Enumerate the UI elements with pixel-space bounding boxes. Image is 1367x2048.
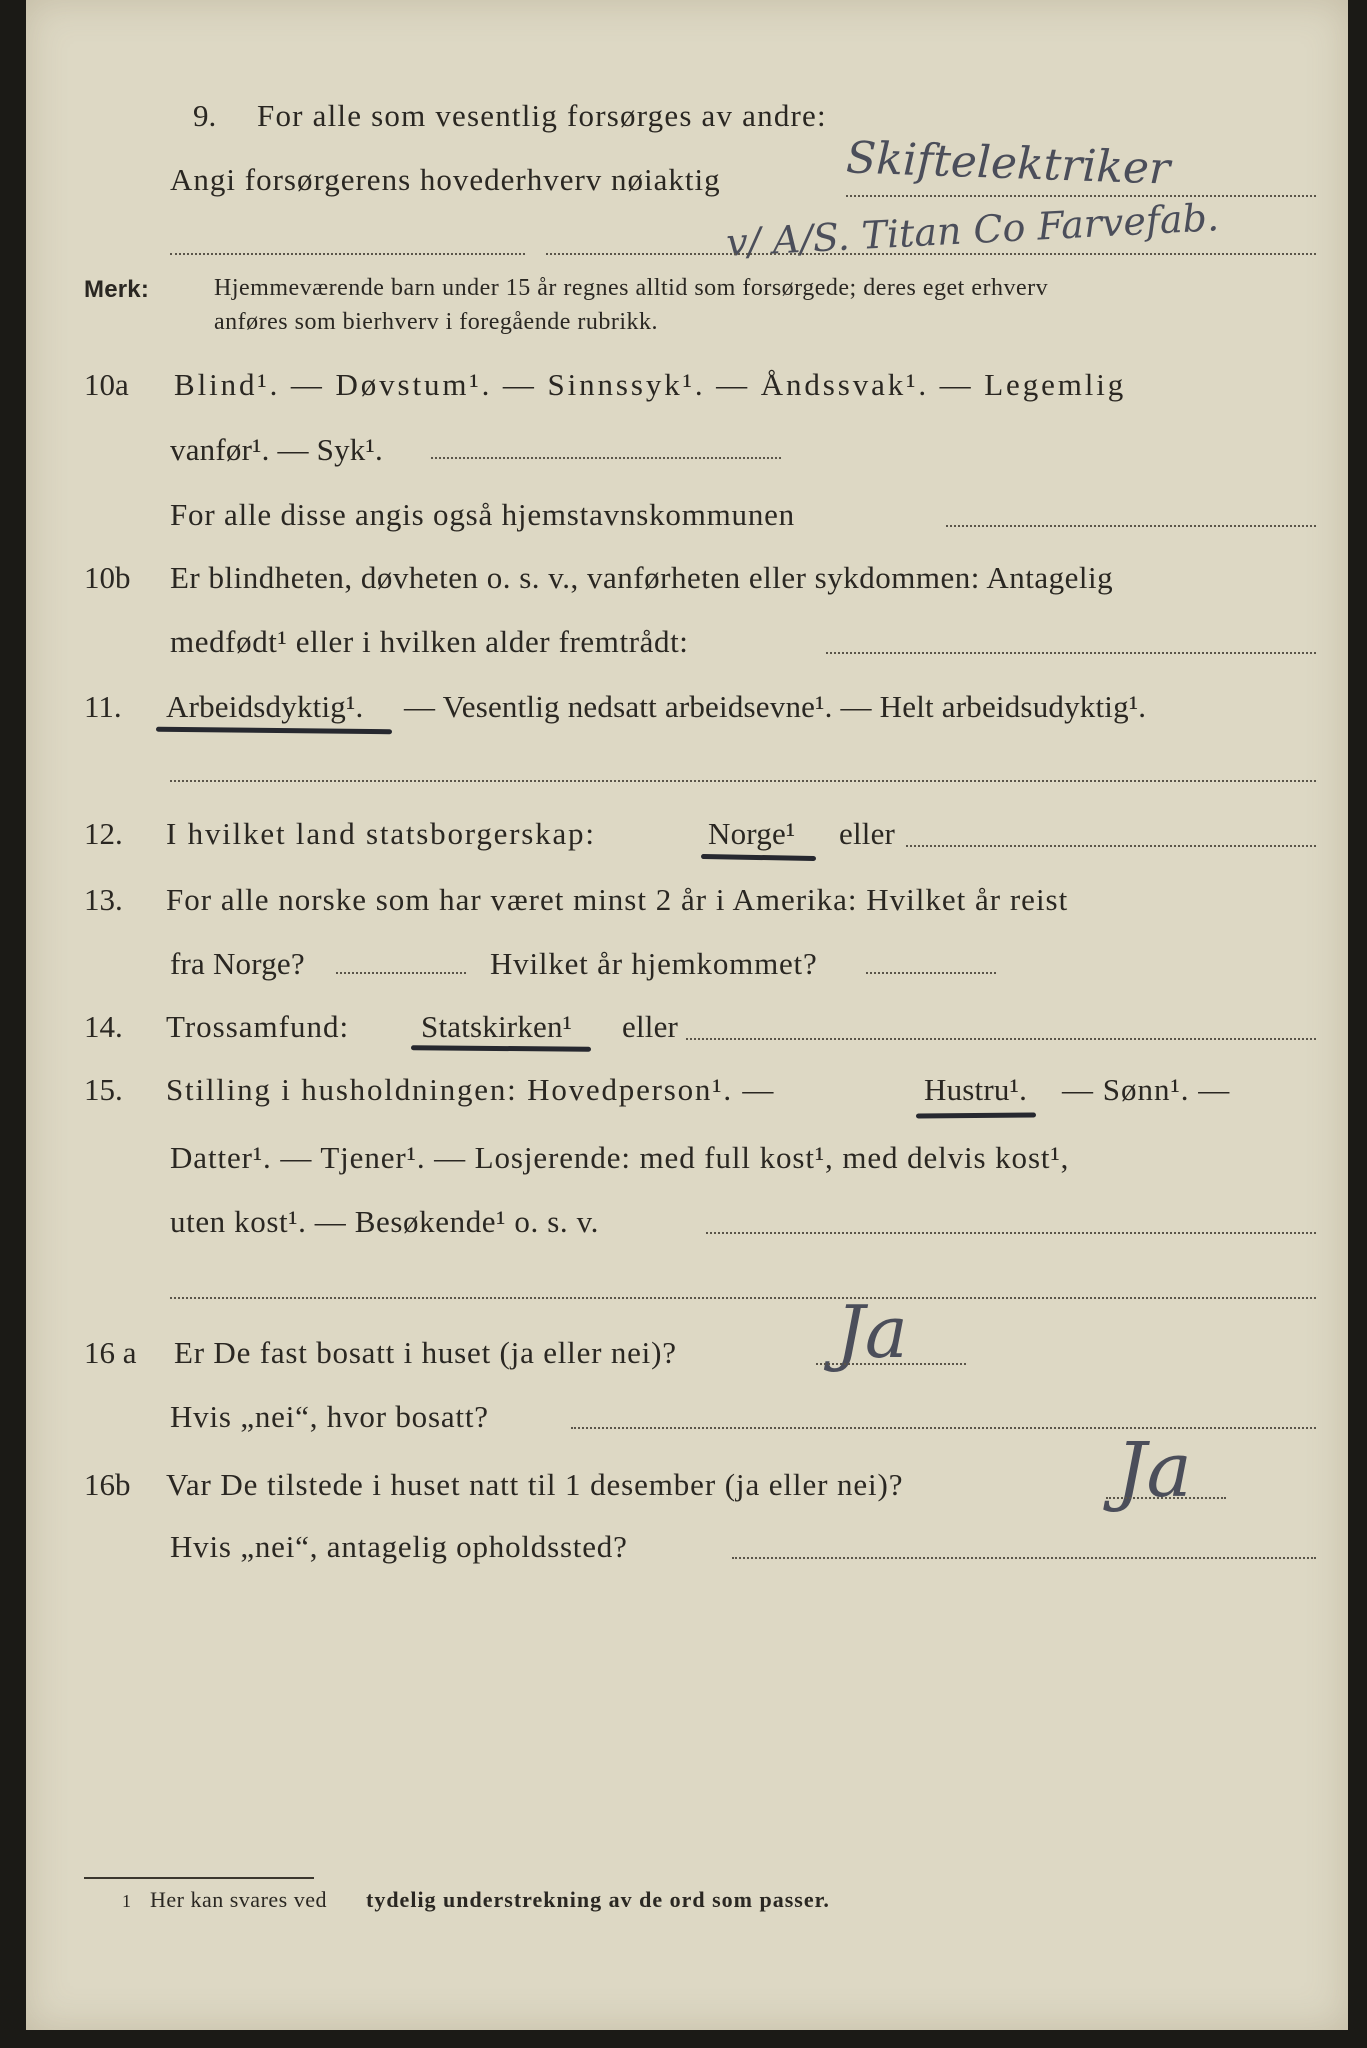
- q16b-line2: Hvis „nei“, antagelig opholdssted?: [170, 1529, 628, 1564]
- q16a-number: 16 a: [84, 1335, 137, 1370]
- q16a-dotline-2: [571, 1427, 1316, 1429]
- q10b-line2: medfødt¹ eller i hvilken alder fremtrådt:: [170, 624, 689, 659]
- q9-handwritten-answer-line2: v/ A/S. Titan Co Farvefab.: [725, 195, 1220, 265]
- q13-hjemkommet-dotline: [866, 972, 996, 974]
- q12-post: eller: [839, 816, 896, 851]
- q10a-hjemstavn-dotline: [946, 525, 1316, 527]
- q9-line1: For alle som vesentlig forsørges av andre:: [257, 98, 827, 133]
- q16a-line1: Er De fast bosatt i huset (ja eller nei)?: [174, 1335, 677, 1370]
- q10b-line1: Er blindheten, døvheten o. s. v., vanførheten eller sykdommen: Antagelig: [170, 560, 1114, 595]
- q16b-number: 16b: [84, 1467, 131, 1502]
- footnote-text: Her kan svares ved: [150, 1887, 327, 1912]
- q10a-line2: vanfør¹. — Syk¹.: [170, 432, 383, 467]
- q16a-handwritten-answer: Ja: [836, 1290, 908, 1374]
- q16b-line1: Var De tilstede i huset natt til 1 desember (ja eller nei)?: [166, 1467, 904, 1502]
- q16a-dotline-1: [816, 1363, 966, 1365]
- q15-line2: Datter¹. — Tjener¹. — Losjerende: med full kost¹, med delvis kost¹,: [170, 1140, 1070, 1175]
- q10a-syk-dotline: [431, 457, 781, 459]
- q13-line2a: fra Norge?: [170, 946, 305, 981]
- q13-reist-dotline: [336, 972, 466, 974]
- q12-pre: I hvilket land statsborgerskap:: [166, 816, 596, 851]
- q9-handwritten-answer-line1: Skiftelektriker: [845, 132, 1171, 195]
- q11-underline-mark: [156, 727, 392, 734]
- q10b-number: 10b: [84, 560, 131, 595]
- q12-underline-mark: [701, 854, 816, 861]
- q12-number: 12.: [84, 816, 123, 851]
- q9-dotline-left: [170, 253, 525, 255]
- q11-number: 11.: [84, 689, 122, 724]
- merk-label: Merk:: [84, 276, 150, 303]
- q13-number: 13.: [84, 882, 123, 917]
- q15-line3: uten kost¹. — Besøkende¹ o. s. v.: [170, 1204, 600, 1239]
- q12-dotline: [906, 845, 1316, 847]
- q10b-dotline: [826, 652, 1316, 654]
- q14-post: eller: [622, 1009, 679, 1044]
- q11-dotline: [170, 780, 1316, 782]
- q15-underline-mark: [916, 1112, 1036, 1118]
- q14-underline-mark: [411, 1045, 591, 1052]
- q15-pre: Stilling i husholdningen: Hovedperson¹. —: [166, 1072, 776, 1107]
- q15-dotline-2: [170, 1297, 1316, 1299]
- q13-line1: For alle norske som har været minst 2 år i Amerika: Hvilket år reist: [166, 882, 1069, 917]
- merk-line2: anføres som bierhverv i foregående rubrikk.: [214, 309, 659, 335]
- q16b-dotline-2: [732, 1557, 1316, 1559]
- q15-post: — Sønn¹. —: [1062, 1072, 1231, 1107]
- q9-dotline-right: [546, 253, 1316, 255]
- q16b-handwritten-answer: Ja: [1116, 1425, 1192, 1514]
- q9-number: 9.: [193, 98, 217, 133]
- q16a-line2: Hvis „nei“, hvor bosatt?: [170, 1399, 489, 1434]
- q10a-number: 10a: [84, 367, 129, 402]
- q11-rest: — Vesentlig nedsatt arbeidsevne¹. — Helt arbeidsudyktig¹.: [404, 689, 1147, 724]
- q14-number: 14.: [84, 1009, 123, 1044]
- q15-dotline-1: [706, 1232, 1316, 1234]
- footnote-bold-text: tydelig understrekning av de ord som passer.: [366, 1887, 830, 1912]
- footnote-mark: 1: [122, 1891, 132, 1911]
- census-form-page: [26, 0, 1348, 2030]
- q10a-line3: For alle disse angis også hjemstavnskommunen: [170, 497, 795, 532]
- q10a-line1: Blind¹. — Døvstum¹. — Sinnssyk¹. — Åndssvak¹. — Legemlig: [174, 367, 1127, 402]
- q14-option-statskirken: Statskirken¹: [421, 1009, 573, 1044]
- q14-pre: Trossamfund:: [166, 1009, 350, 1044]
- q9-line2: Angi forsørgerens hovederhverv nøiaktig: [170, 162, 721, 197]
- q14-dotline: [686, 1038, 1316, 1040]
- footnote-rule: [84, 1877, 314, 1879]
- q12-option-norge: Norge¹: [708, 816, 796, 851]
- q11-option-arbeidsdyktig: Arbeidsdyktig¹.: [166, 689, 364, 724]
- q15-option-hustru: Hustru¹.: [924, 1072, 1028, 1107]
- q13-line2b: Hvilket år hjemkommet?: [490, 946, 818, 981]
- q16b-dotline-1: [1106, 1497, 1226, 1499]
- merk-line1: Hjemmeværende barn under 15 år regnes alltid som forsørgede; deres eget erhverv: [214, 275, 1049, 301]
- q15-number: 15.: [84, 1072, 123, 1107]
- q9-answer-dotline-1: [846, 195, 1316, 197]
